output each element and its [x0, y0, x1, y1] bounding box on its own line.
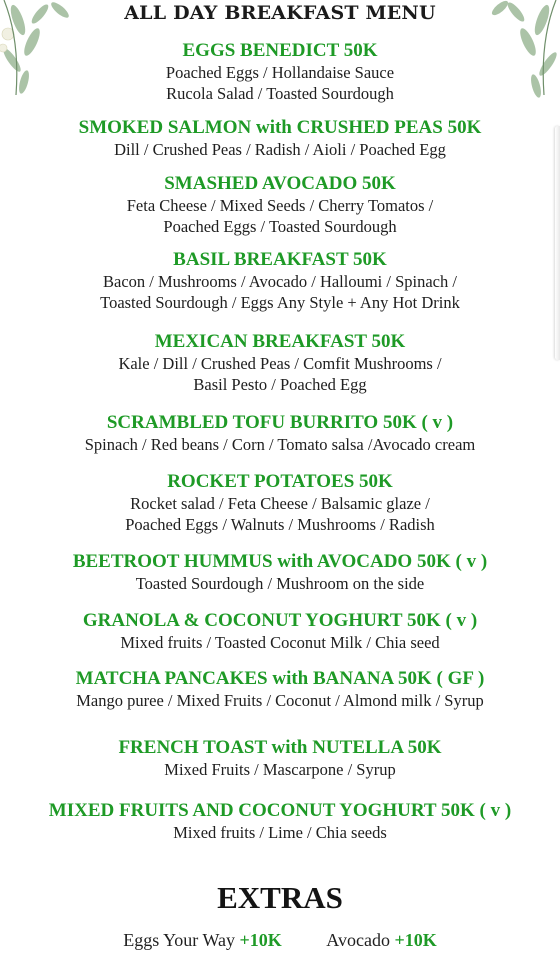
- item-description: Poached Eggs / Walnuts / Mushrooms / Radish: [125, 515, 435, 534]
- item-name: SMOKED SALMON with CRUSHED PEAS 50K: [78, 117, 482, 138]
- item-description: Poached Eggs / Toasted Sourdough: [163, 217, 397, 236]
- item-description: Rocket salad / Feta Cheese / Balsamic glaze /: [130, 494, 430, 513]
- menu-item-basil-breakfast: [0, 249, 560, 313]
- menu-item-eggs-benedict: [0, 40, 560, 104]
- menu-item-smoked-salmon: [0, 117, 560, 160]
- item-description: Bacon / Mushrooms / Avocado / Halloumi / Spinach /: [103, 272, 457, 291]
- item-name: MATCHA PANCAKES with BANANA 50K ( GF ): [75, 668, 485, 689]
- item-description: Kale / Dill / Crushed Peas / Comfit Mushrooms /: [118, 354, 442, 373]
- menu-item-mixed-fruits-coconut-yoghurt: [0, 800, 560, 843]
- item-description: Mixed fruits / Lime / Chia seeds: [173, 823, 387, 842]
- item-name: GRANOLA & COCONUT YOGHURT 50K ( v ): [82, 610, 478, 631]
- item-description: Mango puree / Mixed Fruits / Coconut / Almond milk / Syrup: [76, 691, 484, 710]
- scroll-edge: [555, 126, 560, 360]
- item-description: Mixed Fruits / Mascarpone / Syrup: [164, 760, 396, 779]
- item-name: MIXED FRUITS AND COCONUT YOGHURT 50K ( v ): [48, 800, 512, 821]
- item-description: Poached Eggs / Hollandaise Sauce: [165, 63, 395, 82]
- menu-title: ALL DAY BREAKFAST MENU: [124, 2, 436, 24]
- menu-item-granola-coconut-yoghurt: [0, 610, 560, 653]
- item-name: SMASHED AVOCADO 50K: [164, 173, 396, 194]
- item-name: ROCKET POTATOES 50K: [167, 471, 393, 492]
- menu-item-matcha-pancakes: [0, 668, 560, 711]
- extra-name: Avocado: [326, 930, 390, 950]
- extra-item-eggs-your-way: [123, 930, 282, 951]
- item-description: Basil Pesto / Poached Egg: [193, 375, 367, 394]
- item-description: Spinach / Red beans / Corn / Tomato salsa /Avocado cream: [84, 435, 476, 454]
- menu-item-mexican-breakfast: [0, 331, 560, 395]
- item-description: Mixed fruits / Toasted Coconut Milk / Chia seed: [120, 633, 440, 652]
- menu-item-beetroot-hummus: [0, 551, 560, 594]
- menu-item-french-toast: [0, 737, 560, 780]
- item-name: BASIL BREAKFAST 50K: [173, 249, 387, 270]
- item-name: BEETROOT HUMMUS with AVOCADO 50K ( v ): [72, 551, 488, 572]
- item-description: Dill / Crushed Peas / Radish / Aioli / Poached Egg: [114, 140, 446, 159]
- menu-item-rocket-potatoes: [0, 471, 560, 535]
- item-name: FRENCH TOAST with NUTELLA 50K: [118, 737, 442, 758]
- extra-item-avocado: [326, 930, 436, 951]
- extras-title: EXTRAS: [217, 880, 343, 915]
- item-name: SCRAMBLED TOFU BURRITO 50K ( v ): [106, 412, 454, 433]
- extras-list: [0, 930, 560, 951]
- menu-item-smashed-avocado: [0, 173, 560, 237]
- item-name: EGGS BENEDICT 50K: [182, 40, 378, 61]
- extra-price: +10K: [239, 930, 282, 950]
- item-description: Toasted Sourdough / Eggs Any Style + Any Hot Drink: [100, 293, 460, 312]
- menu-item-scrambled-tofu-burrito: [0, 412, 560, 455]
- item-name: MEXICAN BREAKFAST 50K: [154, 331, 406, 352]
- item-description: Feta Cheese / Mixed Seeds / Cherry Tomatos /: [126, 196, 434, 215]
- extra-name: Eggs Your Way: [123, 930, 236, 950]
- item-description: Toasted Sourdough / Mushroom on the side: [135, 574, 425, 593]
- extra-price: +10K: [394, 930, 437, 950]
- item-description: Rucola Salad / Toasted Sourdough: [166, 84, 394, 103]
